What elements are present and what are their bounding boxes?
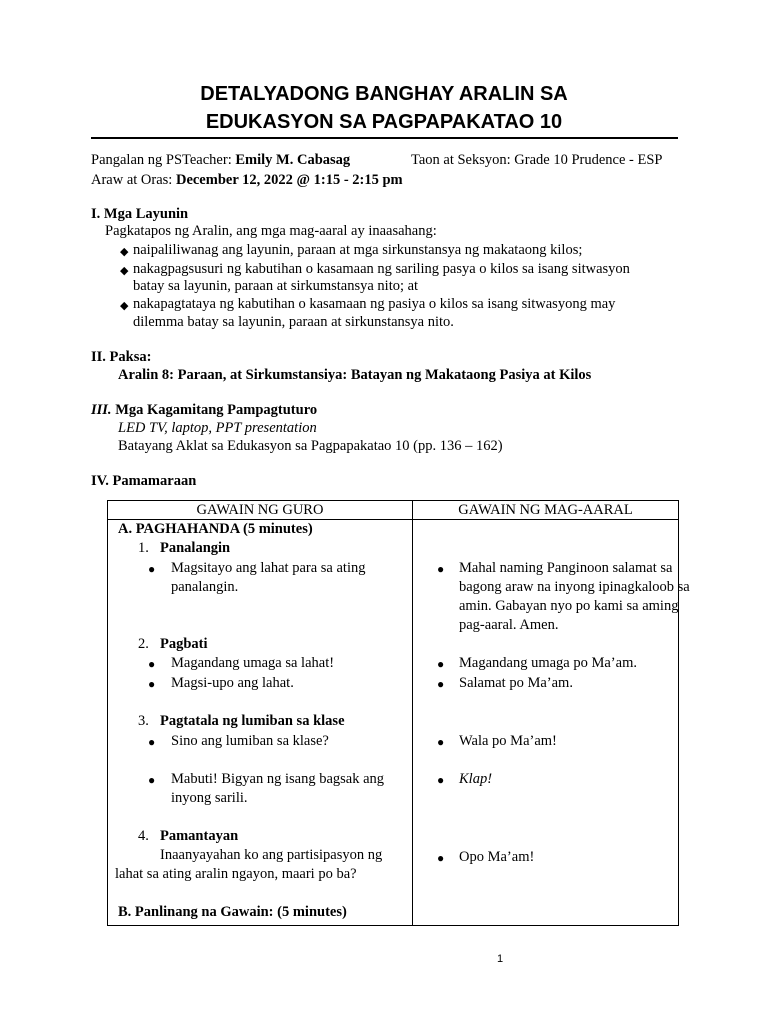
item1-bullet1-line2: panalangin. [171, 579, 239, 595]
item2-title: Pagbati [160, 636, 208, 652]
bullet-icon: ● [148, 735, 156, 749]
procedure-table [107, 500, 690, 926]
objective-3-line1: nakapagtataya ng kabutihan o kasamaan ng pasiya o kilos sa isang sitwasyong may [133, 296, 616, 312]
bullet-icon: ● [148, 677, 156, 691]
document-title-line1: DETALYADONG BANGHAY ARALIN SA [200, 83, 568, 105]
part-a-heading: A. PAGHAHANDA (5 minutes) [118, 521, 313, 537]
item3-bullet2-line1: Mabuti! Bigyan ng isang bagsak ang [171, 771, 385, 787]
section1-intro: Pagkatapos ng Aralin, ang mga mag-aaral ay inaasahang: [105, 223, 437, 239]
section2-topic: Aralin 8: Paraan, at Sirkumstansiya: Batayan ng Makataong Pasiya at Kilos [118, 367, 592, 383]
section3-heading-line [91, 402, 317, 419]
student-response-1-line2: bagong araw na inyong ipinagkaloob sa [459, 579, 690, 595]
student-response-4: Wala po Ma’am! [459, 733, 557, 749]
bullet-icon: ● [437, 677, 445, 691]
teacher-column [108, 520, 413, 926]
student-response-1-line4: pag-aaral. Amen. [459, 617, 559, 633]
diamond-bullet-icon: ◆ [120, 246, 129, 258]
objective-3-line2: dilemma batay sa layunin, paraan at sirkunstansya nito. [133, 314, 454, 330]
student-response-6: Opo Ma’am! [459, 849, 535, 865]
student-response-1-line3: amin. Gabayan nyo po kami sa aming [459, 598, 679, 614]
bullet-icon: ● [437, 735, 445, 749]
bullet-icon: ● [437, 773, 445, 787]
item3-bullet1: Sino ang lumiban sa klase? [171, 733, 329, 749]
section4-heading: IV. Pamamaraan [91, 473, 197, 489]
date-label: Araw at Oras: [91, 172, 173, 188]
page-number: 1 [497, 953, 504, 965]
section-label: Taon at Seksyon: [411, 152, 511, 168]
col-header-teacher: GAWAIN NG GURO [108, 501, 413, 520]
student-response-3: Salamat po Ma’am. [459, 675, 573, 691]
section3-book: Batayang Aklat sa Edukasyon sa Pagpapakatao 10 (pp. 136 – 162) [118, 438, 503, 454]
section3-heading: Mga Kagamitang Pampagtuturo [115, 402, 318, 418]
section-line [411, 152, 662, 169]
teacher-name: Emily M. Cabasag [235, 152, 351, 168]
bullet-icon: ● [148, 657, 156, 671]
diamond-bullet-icon: ◆ [120, 265, 129, 277]
item4-line2: lahat sa ating aralin ngayon, maari po ba? [115, 866, 357, 882]
item4-title: Pamantayan [160, 828, 239, 844]
part-b-heading: B. Panlinang na Gawain: (5 minutes) [118, 904, 347, 920]
item3-title: Pagtatala ng lumiban sa klase [160, 713, 345, 729]
objective-1: naipaliliwanag ang layunin, paraan at mga sirkunstansya ng makataong kilos; [133, 242, 583, 258]
student-response-1-line1: Mahal naming Panginoon salamat sa [459, 560, 673, 576]
bullet-icon: ● [148, 773, 156, 787]
title-rule [91, 137, 678, 139]
section1-heading: I. Mga Layunin [91, 206, 189, 222]
item1-bullet1-line1: Magsitayo ang lahat para sa ating [171, 560, 366, 576]
item4-number: 4. [138, 828, 149, 844]
item2-bullet2: Magsi-upo ang lahat. [171, 675, 294, 691]
section3-materials: LED TV, laptop, PPT presentation [118, 420, 317, 436]
item4-line1: Inaanyayahan ko ang partisipasyon ng [160, 847, 383, 863]
date-value: December 12, 2022 @ 1:15 - 2:15 pm [175, 172, 403, 188]
item3-bullet2-line2: inyong sarili. [171, 790, 248, 806]
col-header-student: GAWAIN NG MAG-AARAL [413, 501, 679, 520]
objective-2-line1: nakagpagsusuri ng kabutihan o kasamaan ng sariling pasya o kilos sa isang sitwasyon [133, 261, 630, 277]
item2-number: 2. [138, 636, 149, 652]
item3-number: 3. [138, 713, 149, 729]
item1-number: 1. [138, 540, 149, 556]
student-response-2: Magandang umaga po Ma’am. [459, 655, 637, 671]
date-line [91, 172, 403, 189]
item1-title: Panalangin [160, 540, 231, 556]
bullet-icon: ● [148, 562, 156, 576]
document-title-line2: EDUKASYON SA PAGPAPAKATAO 10 [205, 111, 563, 133]
bullet-icon: ● [437, 851, 445, 865]
bullet-icon: ● [437, 562, 445, 576]
section3-numeral: III. [91, 402, 112, 418]
student-response-5: Klap! [459, 771, 493, 787]
student-column [413, 520, 690, 926]
section-value: Grade 10 Prudence - ESP [514, 152, 663, 168]
teacher-label: Pangalan ng PSTeacher: [91, 152, 232, 168]
objective-2-line2: batay sa layunin, paraan at sirkumstansya nito; at [133, 278, 419, 294]
bullet-icon: ● [437, 657, 445, 671]
diamond-bullet-icon: ◆ [120, 300, 129, 312]
section2-heading: II. Paksa: [91, 349, 152, 365]
item2-bullet1: Magandang umaga sa lahat! [171, 655, 335, 671]
teacher-line [91, 152, 350, 169]
